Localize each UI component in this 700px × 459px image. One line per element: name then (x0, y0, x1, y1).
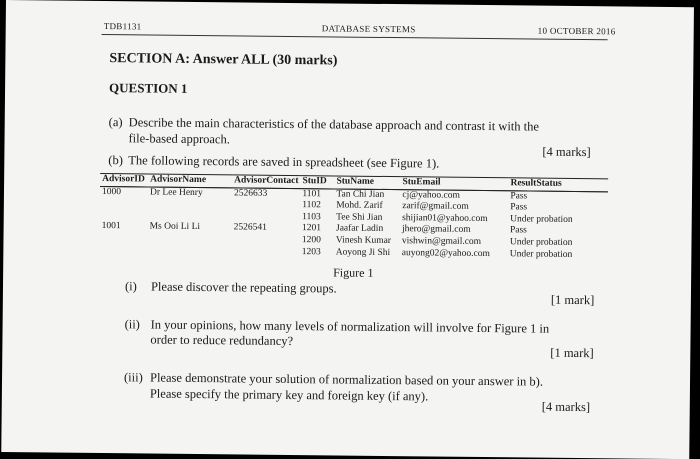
exam-date: 10 OCTOBER 2016 (537, 25, 616, 37)
cell: Under probation (510, 214, 573, 225)
cell: 1001 (101, 221, 121, 232)
part-b-text: The following records are saved in spreadsheet (see Figure 1). (128, 153, 440, 171)
subq-i-text: Please discover the repeating groups. (150, 279, 337, 296)
subq-ii-label: (ii) (124, 317, 140, 332)
cell (100, 198, 148, 210)
cell (148, 199, 232, 211)
header-rule (102, 34, 608, 40)
subq-ii-text-line2: order to reduce redundancy? (150, 332, 294, 349)
part-a-text-line2: file-based approach. (128, 131, 230, 147)
col-stu-name: StuName (334, 176, 400, 189)
subq-iii-marks: [4 marks] (541, 399, 591, 415)
cell: 1102 (302, 200, 321, 211)
cell: Jaafar Ladin (335, 223, 384, 235)
cell: Tee Shi Jian (336, 212, 383, 223)
records-table (99, 173, 608, 261)
cell (100, 210, 148, 222)
cell: Under probation (509, 248, 573, 260)
cell: zarif@gmail.com (402, 201, 469, 213)
part-a-label: (a) (108, 115, 123, 130)
cell (231, 234, 300, 246)
col-result-status: ResultStatus (508, 178, 608, 192)
part-a-text-line1: Describe the main characteristics of the database approach and contrast it with the (128, 115, 540, 134)
subq-iii-text-line2: Please specify the primary key and foreign key (if any). (149, 386, 429, 404)
part-b-label: (b) (108, 153, 123, 168)
cell: 1200 (301, 235, 321, 246)
cell: 1000 (101, 186, 122, 197)
cell: Pass (510, 202, 528, 213)
subq-i-marks: [1 mark] (550, 292, 595, 308)
cell: 1101 (302, 188, 322, 199)
subq-iii-text-line1: Please demonstrate your solution of normalization based on your answer in b). (149, 370, 544, 389)
cell: Vinesh Kumar (335, 235, 392, 247)
subject-title: DATABASE SYSTEMS (321, 23, 416, 35)
cell: cj@yahoo.com (402, 189, 460, 201)
cell (231, 246, 300, 258)
cell: 2526541 (233, 222, 267, 234)
cell: jhero@gmail.com (401, 224, 471, 236)
subq-iii-label: (iii) (123, 370, 143, 385)
cell: 1201 (301, 223, 322, 234)
cell: Under probation (509, 237, 573, 248)
cell (99, 233, 147, 245)
col-stu-id: StuID (300, 176, 334, 189)
cell: Pass (510, 190, 528, 202)
col-stu-email: StuEmail (400, 177, 508, 191)
subq-ii-marks: [1 mark] (550, 345, 594, 361)
subq-ii-text-line1: In your opinions, how many levels of normalization will involve for Figure 1 in (150, 317, 550, 336)
cell: Tan Chi Jian (336, 189, 385, 200)
exam-page (1, 0, 694, 459)
cell: Ms Ooi Li Li (149, 221, 201, 233)
cell: 1203 (301, 246, 321, 257)
cell: 1103 (302, 211, 321, 223)
course-code: TDB1131 (103, 21, 142, 32)
col-advisor-contact: AdvisorContact (232, 175, 301, 188)
cell: Pass (509, 225, 527, 236)
col-advisor-id: AdvisorID (100, 173, 148, 186)
question-title: QUESTION 1 (109, 80, 188, 96)
part-a-marks: [4 marks] (542, 144, 591, 160)
cell: 2526633 (233, 187, 268, 199)
cell: Mohd. Zarif (336, 200, 383, 212)
cell (232, 211, 301, 223)
cell: Aoyong Ji Shi (335, 247, 391, 258)
subq-i-label: (i) (124, 279, 137, 294)
col-advisor-name: AdvisorName (148, 174, 232, 187)
cell (148, 210, 232, 222)
cell (232, 200, 301, 212)
cell (147, 245, 231, 257)
cell: vishwin@gmail.com (401, 236, 482, 247)
cell: shijian01@yahoo.com (402, 212, 488, 224)
cell (99, 245, 147, 257)
cell (147, 233, 231, 245)
figure-caption: Figure 1 (333, 265, 374, 280)
section-title: SECTION A: Answer ALL (30 marks) (109, 51, 338, 69)
cell: Dr Lee Henry (149, 187, 203, 198)
cell: auyong02@yahoo.com (401, 247, 490, 259)
